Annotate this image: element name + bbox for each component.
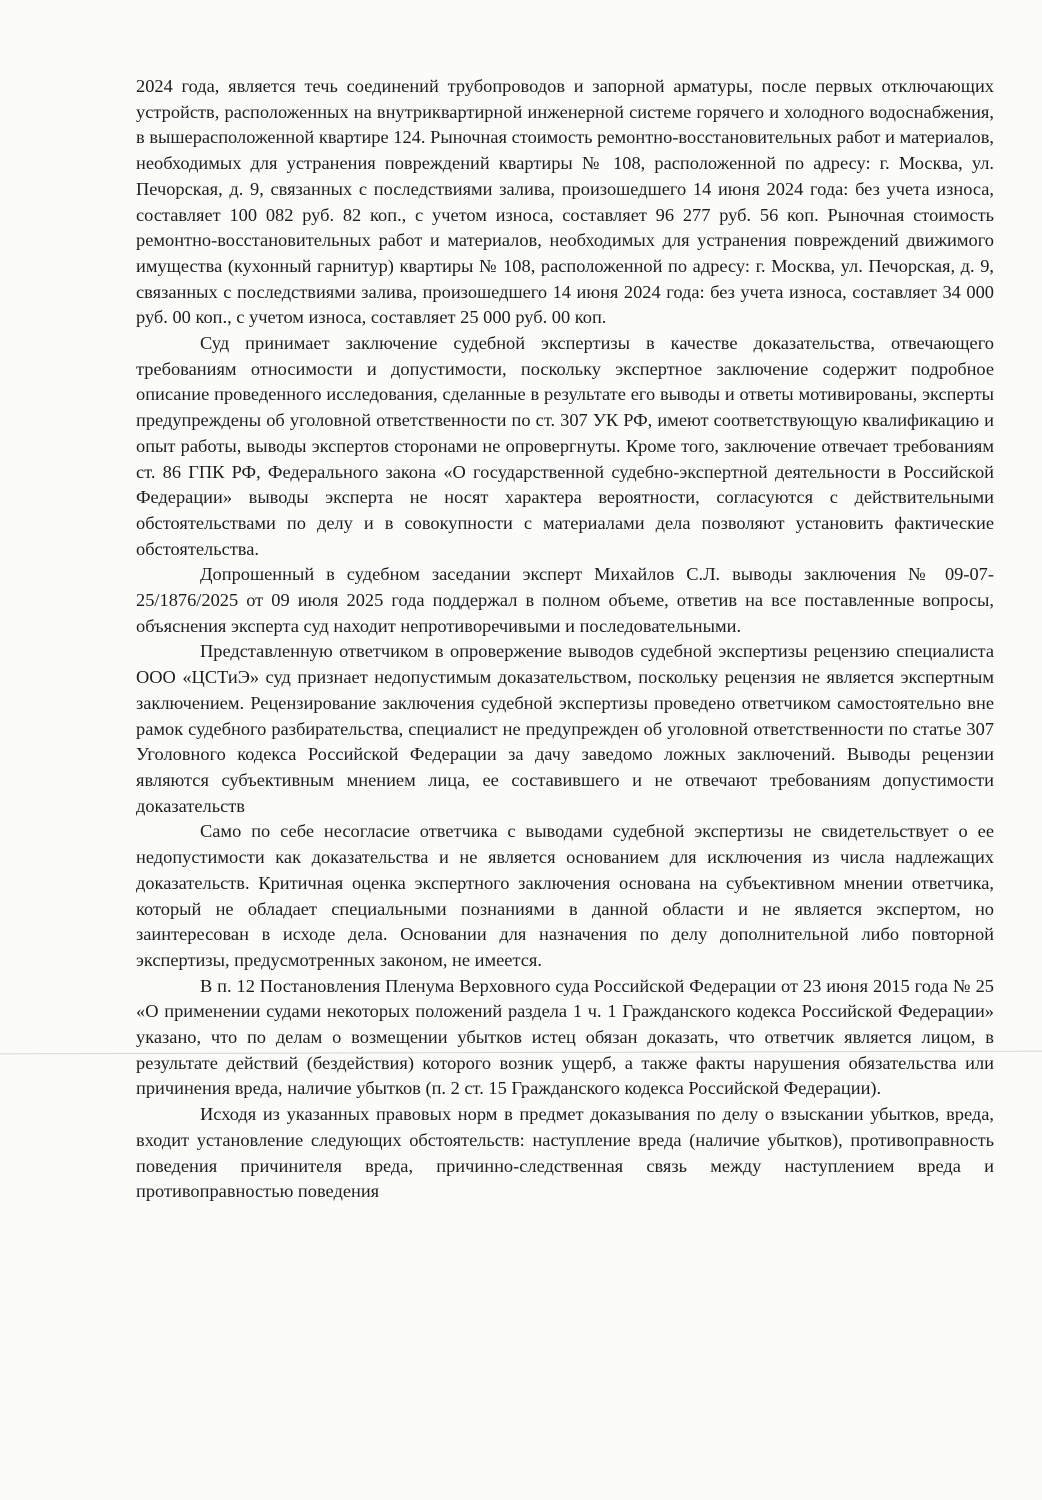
- paragraph-disagreement: Само по себе несогласие ответчика с выводами судебной экспертизы не свидетельствует о ее недопустимости как доказательства и не является основанием для исключения из числа надлежащих доказательств. Критичная оценка экспертного заключения основана на субъективном мнении ответчика, который не обладает специальными познаниями в данной области и не является экспертом, но заинтересован в исходе дела. Основании для назначения по делу дополнительной либо повторной экспертизы, предусмотренных законом, не имеется.: [136, 821, 994, 970]
- paragraph-expert-conclusion-accepted: Суд принимает заключение судебной экспертизы в качестве доказательства, отвечающего требованиям относимости и допустимости, поскольку экспертное заключение содержит подробное описание проведенного исследования, сделанные в результате его выводы и ответы мотивированы, эксперты предупреждены об уголовной ответственности по ст. 307 УК РФ, имеют соответствующую квалификацию и опыт работы, выводы экспертов сторонами не опровергнуты. Кроме того, заключение отвечает требованиям ст. 86 ГПК РФ, Федерального закона «О государственной судебно-экспертной деятельности в Российской Федерации» выводы эксперта не носят характера вероятности, согласуются с действительными обстоятельствами по делу и в совокупности с материалами дела позволяют установить фактические обстоятельства.: [136, 333, 994, 559]
- paragraph-expert-testimony: Допрошенный в судебном заседании эксперт Михайлов С.Л. выводы заключения № 09-07-25/1876/2025 от 09 июля 2025 года поддержал в полном объеме, ответив на все поставленные вопросы, объяснения эксперта суд находит непротиворечивыми и последовательными.: [136, 564, 994, 636]
- paragraph-continuation: 2024 года, является течь соединений трубопроводов и запорной арматуры, после первых отключающих устройств, расположенных на внутриквартирной инженерной системе горячего и холодного водоснабжения, в вышерасположенной квартире 124. Рыночная стоимость ремонтно-восстановительных работ и материалов, необходимых для устранения повреждений квартиры № 108, расположенной по адресу: г. Москва, ул. Печорская, д. 9, связанных с последствиями залива, произошедшего 14 июня 2024 года: без учета износа, составляет 100 082 руб. 82 коп., с учетом износа, составляет 96 277 руб. 56 коп. Рыночная стоимость ремонтно-восстановительных работ и материалов, необходимых для устранения повреждений движимого имущества (кухонный гарнитур) квартиры № 108, расположенной по адресу: г. Москва, ул. Печорская, д. 9, связанных с последствиями залива, произошедшего 14 июня 2024 года: без учета износа, составляет 34 000 руб. 00 коп., с учетом износа, составляет 25 000 руб. 00 коп.: [136, 76, 994, 328]
- paragraph-review-rejected: Представленную ответчиком в опровержение выводов судебной экспертизы рецензию специалиста ООО «ЦСТиЭ» суд признает недопустимым доказательством, поскольку рецензия не является экспертным заключением. Рецензирование заключения судебной экспертизы проведено ответчиком самостоятельно вне рамок судебного разбирательства, специалист не предупрежден об уголовной ответственности по статье 307 Уголовного кодекса Российской Федерации за дачу заведомо ложных заключений. Выводы рецензии являются субъективным мнением лица, ее составившего и не отвечают требованиям допустимости доказательств: [136, 641, 994, 816]
- document-body: [136, 74, 994, 1205]
- paragraph-plenum-resolution: В п. 12 Постановления Пленума Верховного суда Российской Федерации от 23 июня 2015 года № 25 «О применении судами некоторых положений раздела 1 ч. 1 Гражданского кодекса Российской Федерации» указано, что по делам о возмещении убытков истец обязан доказать, что ответчик является лицом, в результате действий (бездействия) которого возник ущерб, а также факты нарушения обязательства или причинения вреда, наличие убытков (п. 2 ст. 15 Гражданского кодекса Российской Федерации).: [136, 975, 994, 1099]
- paragraph-burden-of-proof: Исходя из указанных правовых норм в предмет доказывания по делу о взыскании убытков, вреда, входит установление следующих обстоятельств: наступление вреда (наличие убытков), противоправность поведения причинителя вреда, причинно-следственная связь между наступлением вреда и противоправностью поведения: [136, 1104, 994, 1202]
